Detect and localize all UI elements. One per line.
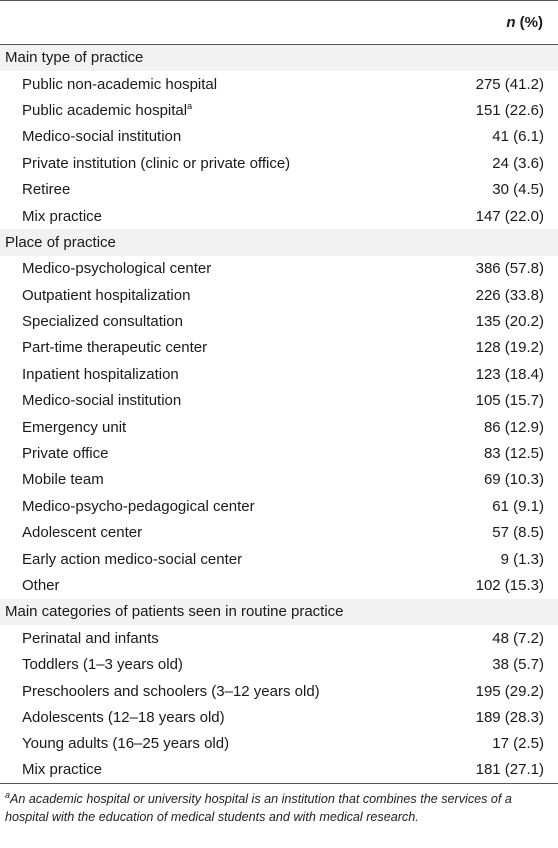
row-label: Emergency unit	[22, 418, 127, 436]
table-row	[0, 440, 558, 466]
table-row	[0, 97, 558, 123]
row-value: 189 (28.3)	[475, 708, 544, 726]
row-value: 57 (8.5)	[492, 524, 544, 542]
row-value: 275 (41.2)	[475, 75, 544, 93]
row-label: Medico-psycho-pedagogical center	[22, 497, 255, 515]
row-label: Mobile team	[22, 471, 104, 489]
row-label-cell	[0, 546, 440, 572]
table-row	[0, 414, 558, 440]
footnote-reference: a	[187, 100, 193, 111]
group-value-cell	[440, 45, 558, 71]
table-row	[0, 256, 558, 282]
row-label: Retiree	[22, 181, 71, 199]
table-body	[0, 45, 558, 784]
row-label: Outpatient hospitalization	[22, 286, 191, 304]
group-title: Main type of practice	[0, 45, 440, 71]
row-value: 102 (15.3)	[475, 577, 544, 594]
row-label-cell	[0, 71, 440, 97]
row-label-cell	[0, 282, 440, 308]
footnote-text: An academic hospital or university hospital is an institution that combines the services of a hospital with the education of medical students and with medical research.	[5, 791, 512, 824]
row-value: 48 (7.2)	[492, 629, 544, 647]
table-row	[0, 493, 558, 519]
table-row	[0, 361, 558, 387]
row-label-cell	[0, 731, 440, 757]
header-blank-cell	[0, 1, 440, 45]
table-row	[0, 467, 558, 493]
table-row	[0, 572, 558, 598]
row-label-cell	[0, 335, 440, 361]
row-value: 386 (57.8)	[475, 260, 544, 278]
row-label-cell	[0, 414, 440, 440]
row-label: Other	[22, 577, 60, 594]
group-header-row	[0, 229, 558, 255]
row-value: 151 (22.6)	[475, 101, 544, 119]
row-value: 105 (15.7)	[475, 392, 544, 410]
table-row	[0, 625, 558, 651]
row-label: Perinatal and infants	[22, 629, 159, 647]
row-value: 147 (22.0)	[475, 207, 544, 225]
row-value: 226 (33.8)	[475, 286, 544, 304]
table-row	[0, 388, 558, 414]
row-label-cell	[0, 493, 440, 519]
row-label: Public academic hospital	[22, 101, 188, 119]
row-label: Adolescent center	[22, 524, 143, 542]
row-label: Private office	[22, 445, 109, 463]
group-header-row	[0, 599, 558, 625]
group-title: Place of practice	[0, 229, 440, 255]
row-value: 181 (27.1)	[440, 757, 558, 783]
row-label: Medico-social institution	[22, 392, 182, 410]
row-label: Private institution (clinic or private office)	[22, 154, 291, 172]
footnote-marker: a	[5, 789, 11, 800]
table-row	[0, 704, 558, 730]
table-row	[0, 176, 558, 202]
row-label-cell	[0, 203, 440, 229]
row-label: Preschoolers and schoolers (3–12 years old)	[22, 682, 320, 700]
row-value: 24 (3.6)	[492, 154, 544, 172]
row-label: Part-time therapeutic center	[22, 339, 208, 357]
row-label-cell	[0, 388, 440, 414]
row-value: 38 (5.7)	[492, 656, 544, 674]
n-symbol: n	[506, 14, 516, 31]
row-label: Toddlers (1–3 years old)	[22, 656, 183, 674]
row-label: Public non-academic hospital	[22, 75, 218, 93]
row-label: Adolescents (12–18 years old)	[22, 708, 225, 726]
row-value: 135 (20.2)	[475, 313, 544, 331]
row-label-cell	[0, 704, 440, 730]
row-value: 61 (9.1)	[492, 497, 544, 515]
table-row	[0, 520, 558, 546]
row-label-cell	[0, 256, 440, 282]
row-value: 83 (12.5)	[483, 445, 544, 463]
row-value: 123 (18.4)	[475, 365, 544, 383]
row-label: Young adults (16–25 years old)	[22, 735, 230, 753]
percent-label: (%)	[515, 14, 543, 31]
table-row	[0, 731, 558, 757]
row-label-cell	[0, 678, 440, 704]
row-label: Early action medico-social center	[22, 550, 243, 568]
row-value: 41 (6.1)	[492, 128, 544, 146]
group-title: Main categories of patients seen in routine practice	[0, 599, 440, 625]
table-row	[0, 71, 558, 97]
row-label-cell	[0, 176, 440, 202]
row-value: 128 (19.2)	[475, 339, 544, 357]
row-value: 30 (4.5)	[492, 181, 544, 199]
row-label: Specialized consultation	[22, 313, 183, 331]
group-value-cell	[440, 599, 558, 625]
row-label: Inpatient hospitalization	[22, 365, 179, 383]
row-label: Medico-social institution	[22, 128, 182, 146]
row-label: Mix practice	[22, 761, 103, 779]
row-label-cell	[0, 757, 440, 783]
row-label-cell	[0, 467, 440, 493]
table-row	[0, 308, 558, 334]
row-label: Medico-psychological center	[22, 260, 212, 278]
row-value: 195 (29.2)	[475, 682, 544, 700]
table-row	[0, 124, 558, 150]
row-label-cell	[0, 572, 440, 598]
row-value: 69 (10.3)	[483, 471, 544, 489]
footnote	[0, 784, 558, 826]
table-header	[0, 1, 558, 45]
table-row	[0, 651, 558, 677]
row-label-cell	[0, 625, 440, 651]
row-label: Mix practice	[22, 207, 103, 225]
row-value: 17 (2.5)	[492, 735, 544, 753]
table-row	[0, 546, 558, 572]
header-n-percent	[440, 1, 558, 45]
group-header-row	[0, 45, 558, 71]
row-label-cell	[0, 97, 440, 123]
row-label-cell	[0, 124, 440, 150]
row-value: 9 (1.3)	[500, 550, 544, 568]
row-label-cell	[0, 308, 440, 334]
table-row	[0, 203, 558, 229]
header-row	[0, 1, 558, 45]
row-label-cell	[0, 150, 440, 176]
table-row	[0, 757, 558, 783]
group-value-cell	[440, 229, 558, 255]
row-label-cell	[0, 361, 440, 387]
table-row	[0, 282, 558, 308]
row-value: 86 (12.9)	[483, 418, 544, 436]
table-row	[0, 150, 558, 176]
row-label-cell	[0, 651, 440, 677]
table-row	[0, 678, 558, 704]
table-row	[0, 335, 558, 361]
row-label-cell	[0, 440, 440, 466]
row-label-cell	[0, 520, 440, 546]
